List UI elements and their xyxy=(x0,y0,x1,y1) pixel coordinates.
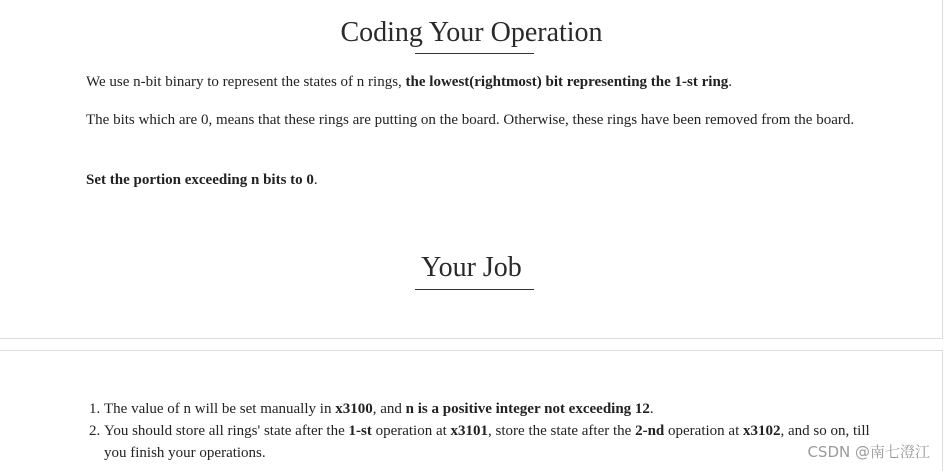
item-text: operation at xyxy=(664,423,743,439)
bold-text: x3101 xyxy=(450,423,489,439)
item-text: . xyxy=(649,401,654,417)
bold-text: x3102 xyxy=(743,423,781,439)
paragraph-text: We use n-bit binary to represent the states of n rings, xyxy=(86,74,406,90)
bold-text: the lowest(rightmost) bit representing the 1-st ring xyxy=(405,74,729,90)
item-text: , and xyxy=(372,401,406,417)
bold-text: 2-nd xyxy=(635,423,665,439)
paragraph-text: . xyxy=(313,172,318,188)
item-text: operation at xyxy=(371,423,451,439)
paragraph-text: . xyxy=(728,74,733,90)
bold-text: x3100 xyxy=(335,401,373,417)
item-text: , store the state after the xyxy=(488,423,636,439)
item-text: , and so on, till you finish your operations. xyxy=(104,423,870,461)
title-underline xyxy=(415,289,534,290)
section-title-coding: Coding Your Operation xyxy=(340,17,603,48)
paragraph-exceeding-bits xyxy=(86,169,861,191)
bold-text: Set the portion exceeding n bits to 0 xyxy=(86,172,314,188)
bold-text: 1-st xyxy=(348,423,372,439)
watermark: CSDN @南七澄江 xyxy=(807,443,930,461)
section-title-job: Your Job xyxy=(421,252,522,283)
paragraph-bit-meaning: The bits which are 0, means that these rings are putting on the board. Otherwise, these rings have been removed from the board. xyxy=(86,112,855,128)
job-list xyxy=(86,398,884,464)
title-underline xyxy=(415,53,534,54)
list-item xyxy=(104,420,884,464)
item-text: The value of n will be set manually in xyxy=(104,401,336,417)
item-text: You should store all rings' state after the xyxy=(104,423,349,439)
list-item xyxy=(104,398,884,420)
bold-text: n is a positive integer not exceeding 12 xyxy=(405,401,650,417)
paragraph-bit-representation xyxy=(86,71,861,93)
